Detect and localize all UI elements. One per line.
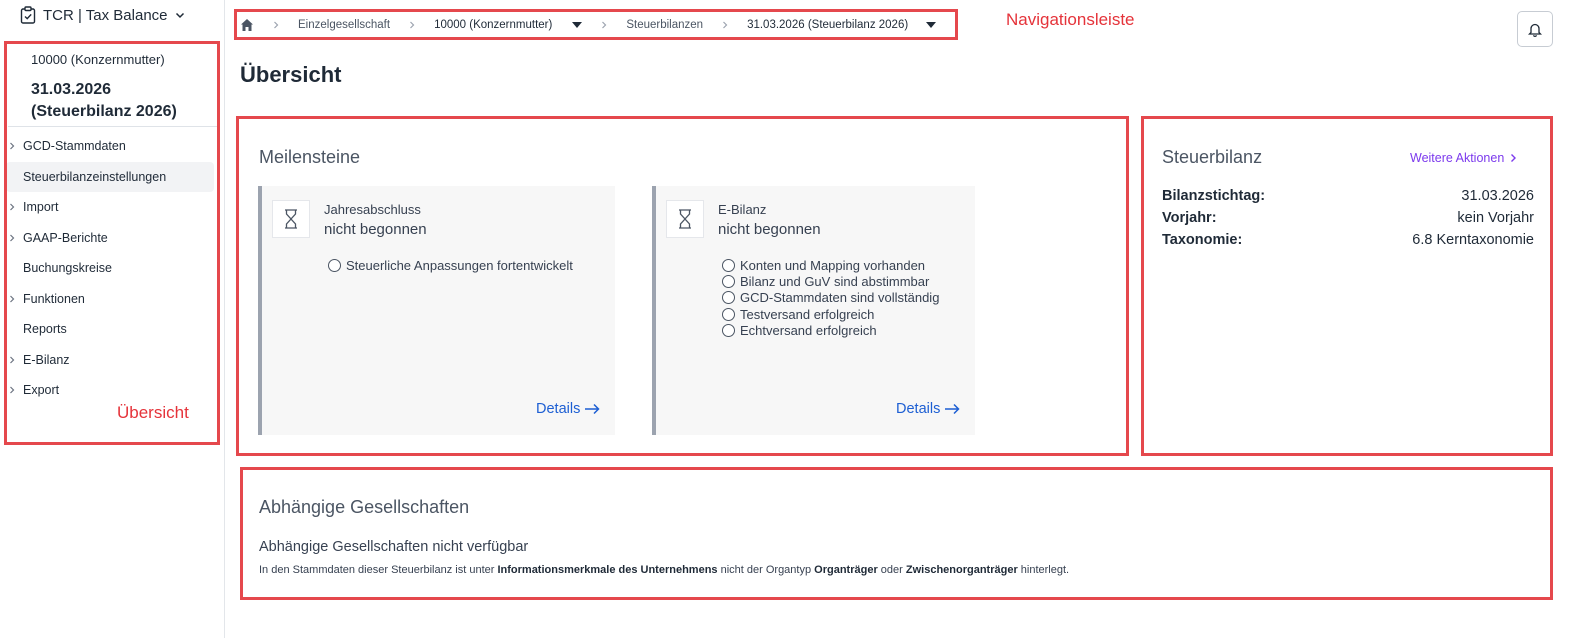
sidebar-item-label: E-Bilanz bbox=[23, 352, 70, 367]
clipboard-icon bbox=[20, 6, 36, 24]
app-title: TCR | Tax Balance bbox=[43, 6, 168, 24]
milestone-category: E-Bilanz bbox=[718, 202, 767, 217]
checklist-item bbox=[722, 257, 939, 273]
milestone-status: nicht begonnen bbox=[324, 221, 427, 238]
sidebar-item-import[interactable] bbox=[6, 192, 214, 223]
description-emphasis: Organträger bbox=[814, 564, 878, 576]
sidebar-item-label: GAAP-Berichte bbox=[23, 230, 108, 245]
period-date: 31.03.2026 bbox=[31, 81, 112, 98]
checklist-item-label: Steuerliche Anpassungen fortentwickelt bbox=[346, 257, 573, 273]
page-title: Übersicht bbox=[240, 62, 342, 87]
chevron-right-icon bbox=[8, 203, 16, 211]
sidebar-nav bbox=[6, 131, 214, 406]
home-icon[interactable] bbox=[240, 18, 254, 32]
field-value: kein Vorjahr bbox=[1457, 210, 1534, 226]
breadcrumb-item-company[interactable]: 10000 (Konzernmutter) bbox=[434, 18, 553, 31]
chevron-right-icon bbox=[8, 356, 16, 364]
sidebar-item-funktionen[interactable] bbox=[6, 284, 214, 315]
description-emphasis: Zwischenorganträger bbox=[905, 564, 1018, 576]
details-link[interactable] bbox=[896, 401, 960, 417]
description-text: hinterlegt. bbox=[1017, 564, 1070, 576]
hourglass-icon bbox=[666, 200, 704, 238]
milestone-category: Jahresabschluss bbox=[324, 202, 421, 217]
milestone-card-e-bilanz bbox=[652, 186, 975, 435]
circle-icon bbox=[328, 259, 341, 272]
bell-icon bbox=[1528, 22, 1542, 37]
checklist-item-label: Echtversand erfolgreich bbox=[740, 322, 877, 338]
breadcrumb bbox=[236, 11, 936, 38]
milestone-card-jahresabschluss bbox=[258, 186, 615, 435]
milestone-checklist bbox=[328, 257, 573, 273]
sidebar-divider bbox=[8, 126, 218, 127]
more-actions-label: Weitere Aktionen bbox=[1410, 151, 1505, 165]
description-text: oder bbox=[877, 564, 906, 576]
dependent-description bbox=[259, 564, 1069, 576]
period-subtitle: (Steuerbilanz 2026) bbox=[31, 103, 177, 120]
description-text: In den Stammdaten dieser Steuerbilanz ist unter bbox=[259, 564, 498, 576]
tax-balance-title: Steuerbilanz bbox=[1162, 147, 1263, 167]
circle-icon bbox=[722, 275, 735, 288]
details-label: Details bbox=[896, 401, 941, 417]
field-value: 6.8 Kerntaxonomie bbox=[1412, 232, 1534, 248]
caret-down-icon[interactable] bbox=[926, 22, 936, 28]
sidebar-item-label: Buchungskreise bbox=[23, 261, 112, 276]
checklist-item bbox=[722, 322, 939, 338]
caret-down-icon[interactable] bbox=[572, 22, 582, 28]
dependent-subtitle: Abhängige Gesellschaften nicht verfügbar bbox=[259, 539, 529, 555]
checklist-item bbox=[328, 257, 573, 273]
sidebar-item-label: Funktionen bbox=[23, 291, 85, 306]
checklist-item bbox=[722, 290, 939, 306]
sidebar-item-gaap-berichte[interactable] bbox=[6, 223, 214, 254]
breadcrumb-item-einzelgesellschaft[interactable]: Einzelgesellschaft bbox=[298, 18, 391, 31]
chevron-right-icon bbox=[408, 21, 416, 29]
checklist-item bbox=[722, 306, 939, 322]
sidebar-item-reports[interactable] bbox=[6, 314, 214, 345]
details-label: Details bbox=[536, 401, 581, 417]
chevron-right-icon bbox=[8, 295, 16, 303]
chevron-right-icon bbox=[600, 21, 608, 29]
sidebar-item-buchungskreise[interactable] bbox=[6, 253, 214, 284]
sidebar-item-label: Reports bbox=[23, 322, 67, 337]
more-actions-link[interactable] bbox=[1410, 151, 1517, 165]
checklist-item-label: Bilanz und GuV sind abstimmbar bbox=[740, 273, 930, 289]
circle-icon bbox=[722, 291, 735, 304]
milestones-title: Meilensteine bbox=[259, 147, 361, 167]
milestone-checklist bbox=[722, 257, 939, 338]
field-label: Bilanzstichtag: bbox=[1162, 188, 1266, 204]
details-link[interactable] bbox=[536, 401, 600, 417]
chevron-down-icon bbox=[175, 12, 185, 19]
sidebar-item-export[interactable] bbox=[6, 375, 214, 406]
sidebar-item-steuerbilanzeinstellungen[interactable] bbox=[6, 162, 214, 193]
sidebar-item-label: Import bbox=[23, 200, 59, 215]
tax-balance-row bbox=[1162, 188, 1534, 204]
description-text: nicht der Organtyp bbox=[717, 564, 815, 576]
arrow-right-icon bbox=[944, 403, 960, 415]
sidebar-item-gcd-stammdaten[interactable] bbox=[6, 131, 214, 162]
breadcrumb-item-steuerbilanzen[interactable]: Steuerbilanzen bbox=[626, 18, 704, 31]
annotation-label-navigation: Navigationsleiste bbox=[1006, 10, 1135, 29]
checklist-item-label: Konten und Mapping vorhanden bbox=[740, 257, 926, 273]
circle-icon bbox=[722, 324, 735, 337]
field-value: 31.03.2026 bbox=[1461, 188, 1534, 204]
sidebar bbox=[0, 0, 225, 638]
chevron-right-icon bbox=[8, 234, 16, 242]
chevron-right-icon bbox=[8, 142, 16, 150]
dependent-title: Abhängige Gesellschaften bbox=[259, 497, 470, 517]
field-label: Vorjahr: bbox=[1162, 210, 1217, 226]
milestone-status: nicht begonnen bbox=[718, 221, 821, 238]
chevron-right-icon bbox=[8, 386, 16, 394]
sidebar-item-label: Steuerbilanzeinstellungen bbox=[23, 169, 167, 184]
checklist-item bbox=[722, 273, 939, 289]
hourglass-icon bbox=[272, 200, 310, 238]
chevron-right-icon bbox=[721, 21, 729, 29]
period-title bbox=[31, 79, 216, 123]
chevron-right-icon bbox=[1510, 153, 1517, 163]
description-emphasis: Informationsmerkmale des Unternehmens bbox=[497, 564, 718, 576]
arrow-right-icon bbox=[584, 403, 600, 415]
circle-icon bbox=[722, 308, 735, 321]
chevron-right-icon bbox=[272, 21, 280, 29]
checklist-item-label: GCD-Stammdaten sind vollständig bbox=[740, 290, 940, 306]
annotation-box-dependent bbox=[240, 467, 1553, 600]
app-switcher[interactable] bbox=[20, 4, 185, 26]
tax-balance-row bbox=[1162, 210, 1534, 226]
sidebar-item-label: GCD-Stammdaten bbox=[23, 139, 126, 154]
field-label: Taxonomie: bbox=[1162, 232, 1243, 248]
annotation-label-overview: Übersicht bbox=[117, 403, 189, 422]
sidebar-item-e-bilanz[interactable] bbox=[6, 345, 214, 376]
checklist-item-label: Testversand erfolgreich bbox=[740, 306, 875, 322]
company-name: 10000 (Konzernmutter) bbox=[31, 52, 165, 67]
notifications-button[interactable] bbox=[1517, 11, 1553, 47]
tax-balance-row bbox=[1162, 232, 1534, 248]
circle-icon bbox=[722, 259, 735, 272]
breadcrumb-item-period[interactable]: 31.03.2026 (Steuerbilanz 2026) bbox=[747, 18, 909, 31]
sidebar-item-label: Export bbox=[23, 383, 60, 398]
